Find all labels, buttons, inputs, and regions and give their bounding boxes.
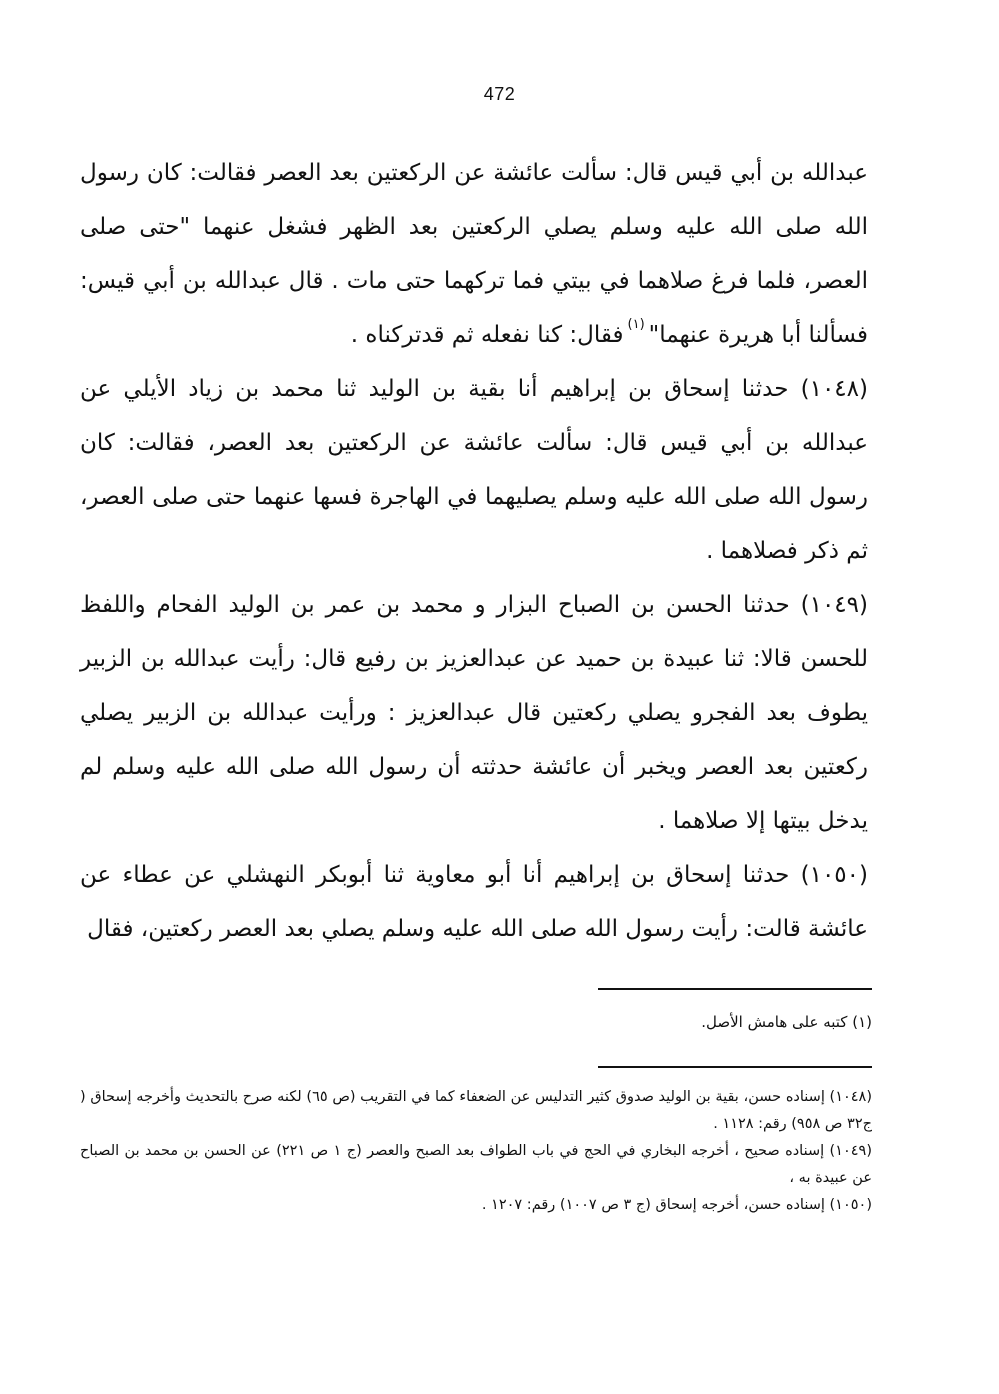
paragraph-1-text: عبدالله بن أبي قيس قال: سألت عائشة عن الركعتين بعد العصر فقالت: كان رسول الله صلى الله عليه وسلم يصلي الركعتين بعد الظهر فشغل عنهما "حتى صلى العصر، فلما فرغ صلاهما في بيتي فما تركهما حتى مات . قال عبدالله بن أبي قيس: فسألنا أبا هريرة عنهما" xyxy=(80,160,868,348)
note-1050: (١٠٥٠) إسناده حسن، أخرجه إسحاق (ج ٣ ص ١٠٠٧) رقم: ١٢٠٧ . xyxy=(481,1197,872,1213)
paragraph-1050: (١٠٥٠) حدثنا إسحاق بن إبراهيم أنا أبو معاوية ثنا أبوبكر النهشلي عن عطاء عن عائشة قالت: رأيت رسول الله صلى الله عليه وسلم يصلي بعد العصر ركعتين، فقال xyxy=(80,862,868,942)
paragraph-1048: (١٠٤٨) حدثنا إسحاق بن إبراهيم أنا بقية بن الوليد ثنا محمد بن زياد الأيلي عن عبدالله بن أبي قيس قال: سألت عائشة عن الركعتين بعد العصر، فقالت: كان رسول الله صلى الله عليه وسلم يصليهما في الهاجرة فسها عنهما حتى صلى العصر، ثم ذكر فصلاهما . xyxy=(80,376,868,564)
paragraph-1 xyxy=(80,146,868,362)
note-1048: (١٠٤٨) إسناده حسن، بقية بن الوليد صدوق كثير التدليس عن الضعفاء كما في التقريب (ص ٦٥) لكنه صرح بالتحديث وأخرجه إسحاق ( ج٣٢ ص ٩٥٨) رقم: ١١٢٨ . xyxy=(80,1089,873,1132)
note-1049: (١٠٤٩) إسناده صحيح ، أخرجه البخاري في الحج في باب الطواف بعد الصبح والعصر (ج ١ ص ٢٢١) عن الحسن بن محمد بن الصباح عن عبيدة به ، xyxy=(80,1143,872,1186)
footnote-divider xyxy=(598,988,872,990)
notes-divider xyxy=(598,1066,872,1068)
paragraph-1049: (١٠٤٩) حدثنا الحسن بن الصباح البزار و محمد بن عمر بن الوليد الفحام واللفظ للحسن قالا: ثنا عبيدة بن حميد عن عبدالعزيز بن رفيع قال: رأيت عبدالله بن الزبير يطوف بعد الفجرو يصلي ركعتين قال عبدالعزيز : ورأيت عبدالله بن الزبير يصلي ركعتين بعد العصر ويخبر أن عائشة حدثته أن رسول الله صلى الله عليه وسلم لم يدخل بيتها إلا صلاهما . xyxy=(80,592,868,834)
main-text xyxy=(80,146,868,956)
page-number: 472 xyxy=(483,84,516,104)
footnote-reference[interactable]: (١) xyxy=(627,317,645,332)
footnote: (١) كتبه على هامش الأصل. xyxy=(701,1013,872,1031)
hadith-notes xyxy=(80,1084,872,1219)
paragraph-1-text-end: فقال: كنا نفعله ثم قدتركناه . xyxy=(350,322,624,348)
